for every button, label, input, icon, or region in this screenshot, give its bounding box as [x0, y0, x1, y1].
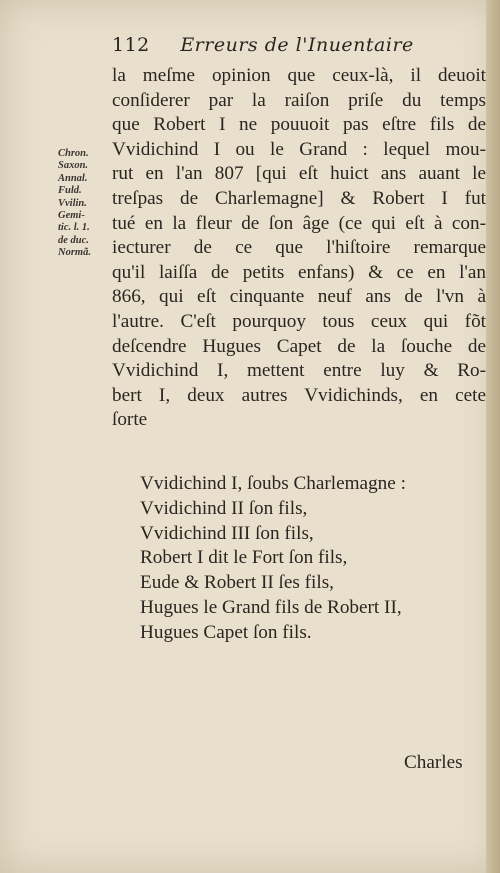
margin-note: tic. l. 1.: [58, 222, 90, 234]
page-header: [112, 34, 472, 56]
text-line: ſorte: [112, 409, 148, 431]
margin-note: Gemi-: [58, 210, 85, 222]
text-line: conſiderer par la raiſon priſe du temps: [112, 89, 486, 111]
text-line: la meſme opinion que ceux-là, il deuoit: [112, 65, 486, 86]
text-line: qu'il laiſſa de petits enfans) & ce en l'an: [112, 261, 486, 283]
margin-note: Vvilin.: [58, 197, 87, 209]
text-line: iecturer de ce que l'hiſtoire remarque: [112, 237, 486, 259]
text-line: deſcendre Hugues Capet de la ſouche de: [112, 335, 486, 357]
text-line: rut en l'an 807 [qui eſt huict ans auant le: [112, 163, 486, 185]
lineage-item: Eude & Robert II ſes fils,: [140, 572, 334, 594]
margin-note: de duc.: [58, 234, 89, 246]
lineage-item: Hugues le Grand fils de Robert II,: [140, 596, 402, 618]
lineage-item: Vvidichind I, ſoubs Charlemagne :: [140, 473, 406, 494]
margin-note: Fuld.: [58, 185, 82, 197]
running-title: Erreurs de l'Inuentaire: [180, 34, 414, 56]
margin-note: Saxon.: [58, 160, 89, 172]
text-line: Vvidichind I, mettent entre luy & Ro-: [112, 360, 486, 382]
body-text: [112, 64, 486, 433]
lineage-list: [140, 472, 470, 646]
lineage-item: Vvidichind III ſon fils,: [140, 522, 314, 544]
text-line: Vvidichind I ou le Grand : lequel mou-: [112, 138, 486, 160]
margin-note: Annal.: [58, 172, 88, 184]
page-number: 112: [112, 34, 150, 56]
page-gutter: [486, 0, 500, 873]
text-line: bert I, deux autres Vvidichinds, en cete: [112, 384, 486, 406]
text-line: que Robert I ne pouuoit pas eſtre fils de: [112, 114, 486, 136]
text-line: tué en la fleur de ſon âge (ce qui eſt à con-: [112, 212, 486, 234]
lineage-item: Hugues Capet ſon fils.: [140, 621, 312, 643]
catchword: Charles: [404, 752, 463, 773]
lineage-item: Robert I dit le Fort ſon fils,: [140, 547, 348, 569]
margin-notes: [58, 148, 110, 260]
text-line: l'autre. C'eſt pourquoy tous ceux qui fõt: [112, 310, 486, 332]
text-line: 866, qui eſt cinquante neuf ans de l'vn à: [112, 286, 486, 308]
margin-note: Chron.: [58, 148, 89, 159]
text-line: treſpas de Charlemagne] & Robert I fut: [112, 187, 486, 209]
lineage-item: Vvidichind II ſon fils,: [140, 497, 308, 519]
margin-note: Normã.: [58, 247, 91, 259]
